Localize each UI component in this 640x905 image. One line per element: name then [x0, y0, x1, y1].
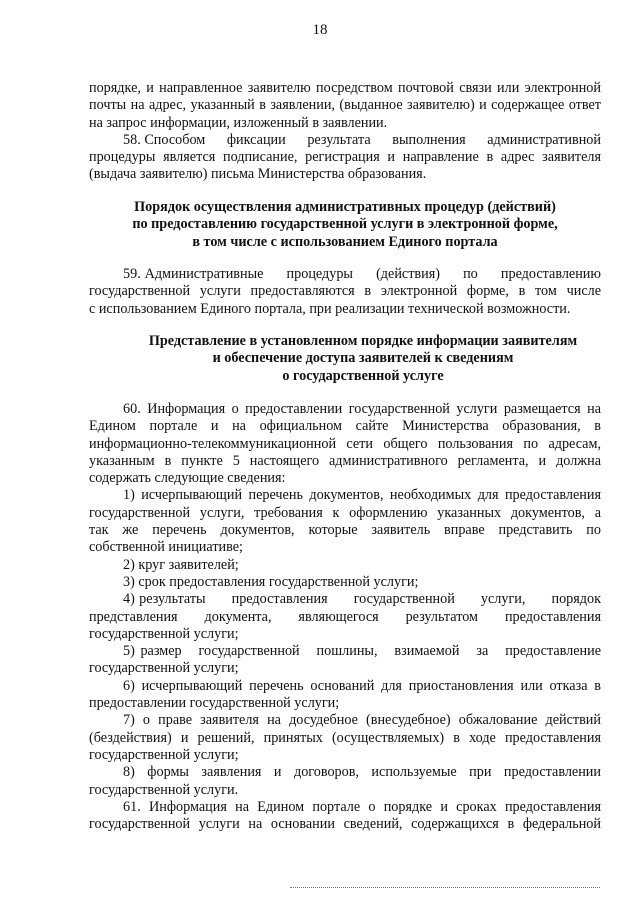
text-line: 3) срок предоставления государственной услуги;	[123, 573, 419, 590]
paragraph-60-61	[89, 401, 601, 833]
paragraph-57-continuation	[89, 80, 601, 184]
text-line: содержать следующие сведения:	[89, 470, 286, 487]
text-line: 1) исчерпывающий перечень документов, необходимых для предоставления	[123, 487, 601, 504]
text-line: 61. Информация на Едином портале о порядке и сроках предоставления	[123, 798, 601, 815]
paragraph-59	[89, 266, 601, 318]
text-line: 2) круг заявителей;	[123, 556, 239, 573]
text-line: государственной услуги предоставляются в электронной форме, в том числе	[89, 283, 601, 300]
text-line: государственной услуги на основании сведений, содержащихся в федеральной	[89, 816, 601, 833]
text-line: 4) результаты предоставления государственной услуги, порядок	[123, 591, 601, 608]
text-line: государственной услуги, требования к оформлению указанных документов, а	[89, 504, 601, 521]
text-line: государственной услуги;	[89, 746, 239, 763]
text-line: информационно-телекоммуникационной сети общего пользования по адресам,	[89, 435, 601, 452]
heading-line: о государственной услуге	[282, 367, 444, 384]
text-line: порядке, и направленное заявителю посредством почтовой связи или электронной	[89, 80, 601, 96]
text-line: на запрос информации, изложенный в заявлении.	[89, 114, 388, 131]
heading-line: в том числе с использованием Единого портала	[192, 233, 498, 250]
page-number: 18	[312, 22, 328, 38]
heading-line: Представление в установленном порядке информации заявителям	[148, 333, 578, 349]
text-line: государственной услуги.	[89, 781, 239, 798]
text-line: государственной услуги;	[89, 660, 239, 677]
section-heading-electronic-form	[89, 199, 601, 251]
text-line: указанным в пункте 5 настоящего административного регламента, и должна	[89, 452, 601, 469]
text-line: с использованием Единого портала, при реализации технической возможности.	[89, 300, 571, 317]
section-heading-information	[143, 333, 583, 385]
text-line: 58. Способом фиксации результата выполнения административной	[123, 131, 601, 148]
text-line: почты на адрес, указанный в заявлении, (выданное заявителю) и содержащее ответ	[89, 97, 601, 114]
text-line: 60. Информация о предоставлении государственной услуги размещается на	[123, 401, 601, 417]
text-line: Едином портале и на официальном сайте Министерства образования, в	[89, 418, 601, 435]
text-line: государственной услуги;	[89, 625, 239, 642]
text-line: так же перечень документов, которые заявитель вправе представить по	[89, 522, 601, 539]
text-line: предоставлении государственной услуги;	[89, 695, 340, 712]
text-line: процедуры является подписание, регистрация и направление в адрес заявителя	[89, 149, 601, 166]
text-line: (бездействия) и решений, принятых (осуществляемых) в ходе предоставления	[89, 729, 601, 746]
text-line: собственной инициативе;	[89, 539, 243, 556]
heading-line: Порядок осуществления административных процедур (действий)	[134, 199, 556, 215]
text-line: 59. Административные процедуры (действия) по предоставлению	[123, 266, 601, 282]
text-line: 7) о праве заявителя на досудебное (внесудебное) обжалование действий	[123, 712, 601, 729]
text-line: 5) размер государственной пошлины, взимаемой за предоставление	[123, 643, 601, 660]
footer-divider	[290, 887, 600, 888]
heading-line: по предоставлению государственной услуги в электронной форме,	[132, 216, 558, 233]
text-line: 8) формы заявления и договоров, используемые при предоставлении	[123, 764, 601, 781]
text-line: 6) исчерпывающий перечень оснований для приостановления или отказа в	[123, 677, 601, 694]
text-line: представления документа, являющегося результатом предоставления	[89, 608, 601, 625]
text-line: (выдача заявителю) письма Министерства образования.	[89, 166, 427, 183]
heading-line: и обеспечение доступа заявителей к сведениям	[212, 350, 514, 367]
